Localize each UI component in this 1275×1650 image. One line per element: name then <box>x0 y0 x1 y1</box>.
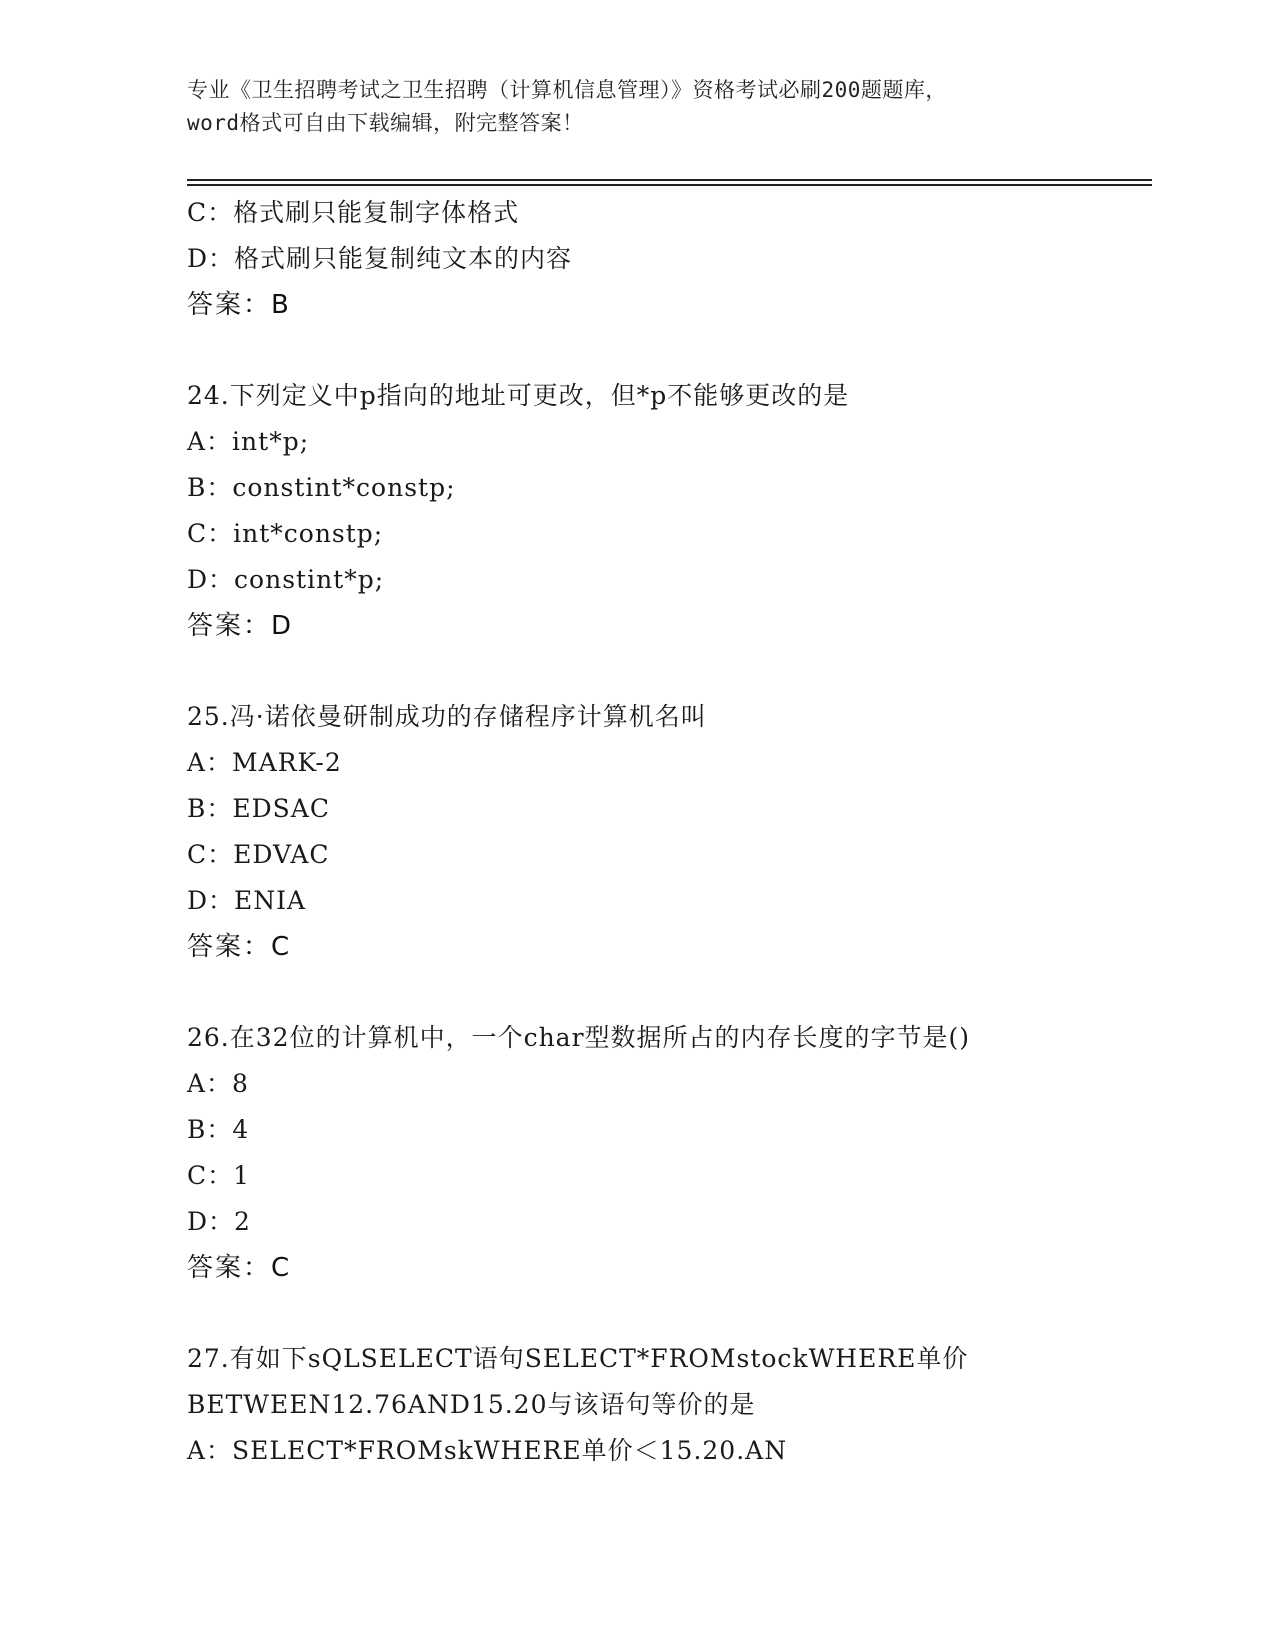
q24-question: 24.下列定义中p指向的地址可更改，但*p不能够更改的是 <box>187 381 850 410</box>
q26-answer: 答案：C <box>187 1253 292 1283</box>
spacer <box>187 970 1147 1015</box>
q24-option-c: C：int*constp; <box>187 519 384 548</box>
q26-option-c: C：1 <box>187 1161 251 1190</box>
q25-option-c: C：EDVAC <box>187 840 330 869</box>
q25-option-d: D：ENIA <box>187 886 307 915</box>
q25-answer: 答案：C <box>187 932 292 962</box>
q27-question-line-2: BETWEEN12.76AND15.20与该语句等价的是 <box>187 1390 756 1419</box>
q24-answer: 答案：D <box>187 611 294 641</box>
q23-option-c: C：格式刷只能复制字体格式 <box>187 198 520 227</box>
q25-question: 25.冯·诺依曼研制成功的存储程序计算机名叫 <box>187 702 707 731</box>
header-divider-top <box>187 179 1152 181</box>
header-title-line-1: 专业《卫生招聘考试之卫生招聘（计算机信息管理）》资格考试必刷200题题库， <box>187 78 947 102</box>
q26-option-b: B：4 <box>187 1115 250 1144</box>
q27-question-line-1: 27.有如下sQLSELECT语句SELECT*FROMstockWHERE单价 <box>187 1344 969 1373</box>
question-list <box>187 190 1147 1474</box>
q26-question: 26.在32位的计算机中，一个char型数据所占的内存长度的字节是() <box>187 1023 971 1052</box>
header-divider-bottom <box>187 184 1152 186</box>
spacer <box>187 1291 1147 1336</box>
q24-option-b: B：constint*constp; <box>187 473 456 502</box>
q25-option-b: B：EDSAC <box>187 794 330 823</box>
q26-option-d: D：2 <box>187 1207 251 1236</box>
q24-option-d: D：constint*p; <box>187 565 385 594</box>
q25-option-a: A：MARK-2 <box>187 748 342 777</box>
q23-answer: 答案：B <box>187 290 291 320</box>
document-header <box>187 74 1087 140</box>
spacer <box>187 328 1147 373</box>
spacer <box>187 649 1147 694</box>
header-title-line-2: word格式可自由下载编辑，附完整答案！ <box>187 111 584 135</box>
q23-option-d: D：格式刷只能复制纯文本的内容 <box>187 244 573 273</box>
q26-option-a: A：8 <box>187 1069 249 1098</box>
q27-option-a: A：SELECT*FROMskWHERE单价＜15.20.AN <box>187 1436 788 1465</box>
q24-option-a: A：int*p; <box>187 427 310 456</box>
